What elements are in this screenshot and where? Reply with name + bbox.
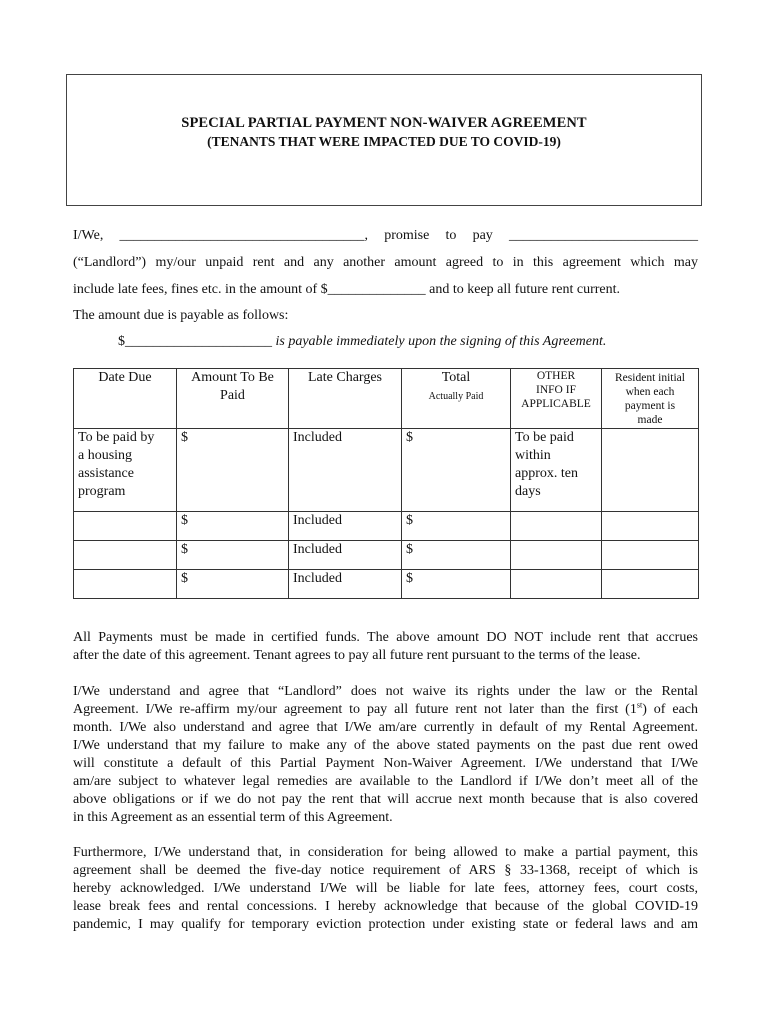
cell-total[interactable]: $ [402, 512, 511, 541]
cell-late-charges: Included [289, 570, 402, 599]
cell-other-info[interactable] [511, 541, 602, 570]
cell-resident-initial[interactable] [602, 429, 699, 512]
header-late-charges: Late Charges [289, 369, 402, 429]
promise-line-1: I/We, ___________________________________, promise to pay ___________________________ [73, 228, 698, 243]
table-header-row [74, 369, 699, 429]
promise-line-3: include late fees, fines etc. in the amount of $______________ and to keep all future rent current. [73, 282, 620, 297]
cell-total[interactable]: $ [402, 570, 511, 599]
table-row [74, 541, 699, 570]
cell-date-due[interactable] [74, 512, 177, 541]
header-other-info: OTHER INFO IF APPLICABLE [511, 369, 602, 429]
payments-paragraph: All Payments must be made in certified funds. The above amount DO NOT include rent that accrues after the date of this agreement. Tenant agrees to pay all future rent pursuant to the terms of the lease. [73, 630, 698, 663]
cell-date-due[interactable] [74, 541, 177, 570]
header-resident-initial: Resident initial when each payment is made [602, 369, 699, 429]
header-total: Total Actually Paid [402, 369, 511, 429]
notice-paragraph: Furthermore, I/We understand that, in consideration for being allowed to make a partial payment, this agreement shall be deemed the five-day notice requirement of ARS § 33-1368, receipt of which is hereby acknowledged. I/We understand I/We will be liable for late fees, attorney fees, court costs, lease break fees and rental concessions. I hereby acknowledge that because of the global COVID-19 pandemic, I may qualify for temporary eviction protection under existing state or federal laws and am [73, 845, 698, 932]
cell-other-info[interactable] [511, 512, 602, 541]
cell-amount[interactable]: $ [177, 570, 289, 599]
cell-other-info: To be paid within approx. ten days [511, 429, 602, 512]
table-row [74, 429, 699, 512]
document-subtitle: (TENANTS THAT WERE IMPACTED DUE TO COVID-19) [207, 134, 561, 149]
header-date-due: Date Due [74, 369, 177, 429]
cell-resident-initial[interactable] [602, 570, 699, 599]
payment-schedule-table [73, 368, 699, 599]
cell-total[interactable]: $ [402, 541, 511, 570]
cell-late-charges: Included [289, 429, 402, 512]
table-row [74, 570, 699, 599]
cell-resident-initial[interactable] [602, 541, 699, 570]
cell-amount[interactable]: $ [177, 429, 289, 512]
cell-date-due: To be paid by a housing assistance program [74, 429, 177, 512]
cell-total[interactable]: $ [402, 429, 511, 512]
cell-amount[interactable]: $ [177, 541, 289, 570]
cell-amount[interactable]: $ [177, 512, 289, 541]
cell-late-charges: Included [289, 512, 402, 541]
cell-other-info[interactable] [511, 570, 602, 599]
promise-line-2: (“Landlord”) my/our unpaid rent and any another amount agreed to in this agreement which may [73, 255, 698, 270]
document-title: SPECIAL PARTIAL PAYMENT NON-WAIVER AGREEMENT [181, 115, 587, 131]
header-total-sub: Actually Paid [428, 391, 484, 402]
cell-resident-initial[interactable] [602, 512, 699, 541]
header-amount: Amount To Be Paid [177, 369, 289, 429]
immediate-amount-blank: $_____________________ [118, 334, 276, 349]
cell-date-due[interactable] [74, 570, 177, 599]
immediate-payment-text: is payable immediately upon the signing of this Agreement. [275, 334, 607, 349]
title-box [66, 74, 702, 206]
promise-line-5 [118, 334, 678, 350]
non-waiver-paragraph: I/We understand and agree that “Landlord” does not waive its rights under the law or the Rental Agreement. I/We re-affirm my/our agreement to pay all future rent not later than the first (1st) of each month. I/We also understand and agree that I/We am/are currently in default of my Rental Agreement. I/We understand that my failure to make any of the above stated payments on the past due rent owed will constitute a default of this Partial Payment Non-Waiver Agreement. I/We understand that I/We am/are subject to whatever legal remedies are available to the Landlord if I/We don’t meet all of the above obligations or if we do not pay the rent that will accrue next month because that is also covered in this Agreement as an essential term of this Agreement. [73, 684, 698, 825]
promise-line-4: The amount due is payable as follows: [73, 308, 289, 323]
table-row [74, 512, 699, 541]
cell-late-charges: Included [289, 541, 402, 570]
